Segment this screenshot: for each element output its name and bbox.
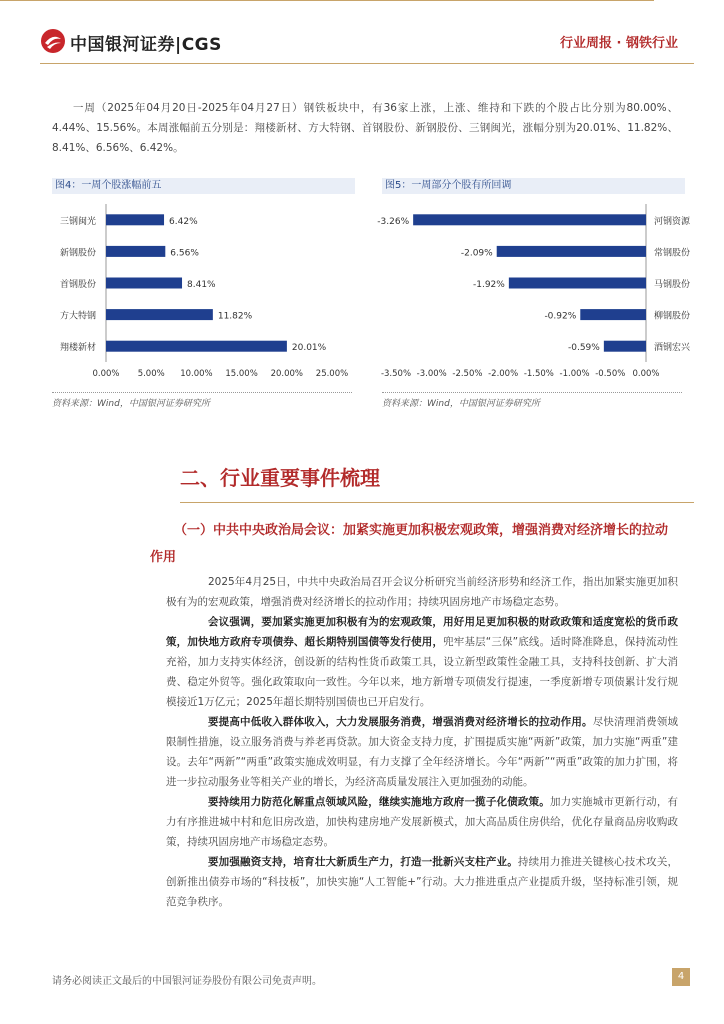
- data-label: -0.59%: [568, 343, 600, 354]
- category-label: 常钢股份: [654, 248, 691, 259]
- category-label: 酒钢宏兴: [654, 343, 691, 354]
- data-label: 6.56%: [170, 248, 199, 259]
- figure5-caption: 图5：一周部分个股有所回调: [382, 178, 685, 194]
- footer-divider: [0, 0, 654, 1]
- paragraph-4: [166, 792, 678, 852]
- data-label: -1.92%: [473, 280, 505, 290]
- category-label: 方大特钢: [59, 311, 96, 322]
- tick-label: -3.00%: [416, 369, 447, 379]
- bar-3: [106, 309, 213, 320]
- section-underline: [180, 502, 694, 503]
- tick-label: 15.00%: [225, 369, 258, 379]
- data-label: 20.01%: [291, 343, 327, 354]
- chart-pullbacks: [364, 196, 694, 392]
- paragraph-4-emphasis: 要持续用力防范化解重点领域风险，继续实施地方政府一揽子化债政策。: [208, 796, 550, 808]
- tick-label: 10.00%: [180, 369, 213, 379]
- header-divider: [40, 63, 694, 64]
- category-label: 柳钢股份: [654, 311, 691, 322]
- paragraph-5-emphasis: 要加强融资支持，培育壮大新质生产力，打造一批新兴支柱产业。: [208, 856, 518, 868]
- category-label: 河钢资源: [654, 216, 691, 227]
- footer-disclaimer: 请务必阅读正文最后的中国银河证券股份有限公司免责声明。: [52, 976, 322, 987]
- bar-2: [106, 278, 182, 289]
- category-label: 新钢股份: [59, 248, 96, 259]
- tick-label: -0.50%: [595, 369, 626, 379]
- paragraph-1: 2025年4月25日，中共中央政治局召开会议分析研究当前经济形势和经济工作，指出加紧实施更加积极有为的宏观政策，增强消费对经济增长的拉动作用；持续巩固房地产市场稳定态势。: [166, 576, 678, 608]
- tick-label: 0.00%: [92, 369, 120, 379]
- paragraph-3-emphasis: 要提高中低收入群体收入，大力发展服务消费，增强消费对经济增长的拉动作用。: [208, 716, 593, 728]
- data-label: -3.26%: [377, 216, 410, 227]
- logo-mark-icon: [40, 28, 66, 54]
- report-type: 行业周报 · 钢铁行业: [560, 36, 678, 51]
- figure4-divider: [52, 392, 352, 393]
- bar-4: [106, 341, 287, 352]
- chart-top-gainers: [52, 196, 352, 392]
- bar-1: [497, 246, 646, 257]
- figure4-source: 资料来源：Wind，中国银河证券研究所: [52, 399, 210, 409]
- section-title: 二、行业重要事件梳理: [180, 466, 380, 490]
- bar-1: [106, 246, 165, 257]
- paragraph-2-emphasis: 会议强调，要加紧实施更加积极有为的宏观政策，用好用足更加积极的财政政策和适度宽松的货币政策，加快地方政府专项债券、超长期特别国债等发行使用，: [166, 616, 678, 648]
- data-label: 11.82%: [217, 311, 253, 322]
- category-label: 三钢闽光: [59, 216, 96, 227]
- bar-3: [580, 309, 646, 320]
- data-label: 6.42%: [169, 216, 198, 227]
- data-label: -2.09%: [460, 248, 493, 259]
- paragraph-5: [166, 852, 678, 912]
- tick-label: 5.00%: [137, 369, 165, 379]
- category-label: 翔楼新材: [59, 343, 96, 354]
- bar-0: [106, 214, 164, 225]
- tick-label: -3.50%: [380, 369, 412, 379]
- tick-label: 0.00%: [632, 369, 660, 379]
- tick-label: -2.50%: [452, 369, 483, 379]
- paragraph-4-text: 加力实施城市更新行动，有力有序推进城中村和危旧房改造，加快构建房地产发展新模式，加大高品质住房供给，优化存量商品房收购政策，持续巩固房地产市场稳定态势。: [166, 796, 678, 848]
- category-label: 马钢股份: [654, 280, 691, 290]
- bar-2: [509, 278, 646, 289]
- bar-4: [604, 341, 646, 352]
- category-label: 首钢股份: [59, 280, 96, 290]
- paragraph-2-text: 兜牢基层“三保”底线。适时降准降息，保持流动性充裕，加力支持实体经济，创设新的结构性货币政策工具，设立新型政策性金融工具，支持科技创新、扩大消费、稳定外贸等。强化政策取向一致性。今年以来，地方新增专项债发行提速，一季度新增专项债累计发行规模接近1万亿元；2025年超长期特别国债也已开启发行。: [166, 636, 678, 708]
- paragraph-5-text: 持续用力推进关键核心技术攻关，创新推出债券市场的“科技板”，加快实施“人工智能+”行动。大力推进重点产业提质升级，坚持标准引领，规范竞争秩序。: [166, 856, 679, 908]
- body-text: [166, 572, 678, 912]
- paragraph-3-text: 尽快清理消费领域限制性措施，设立服务消费与养老再贷款。加大资金支持力度，扩围提质实施“两新”政策，加力实施“两重”建设。去年“两新”“两重”政策实施成效明显，有力支撑了全年经济增长。今年“两新”“两重”政策的加力扩围，将进一步拉动服务业等相关产业的增长，为经济高质量发展注入更加强劲的动能。: [166, 716, 679, 788]
- figure5-divider: [382, 392, 682, 393]
- paragraph-2: [166, 612, 678, 712]
- figure4-caption: 图4：一周个股涨幅前五: [52, 178, 355, 194]
- tick-label: -1.00%: [559, 369, 590, 379]
- logo-text: 中国银河证券|CGS: [70, 35, 222, 55]
- tick-label: -2.00%: [488, 369, 519, 379]
- page-number: 4: [672, 968, 690, 986]
- data-label: -0.92%: [544, 311, 577, 322]
- figure5-source: 资料来源：Wind，中国银河证券研究所: [382, 399, 540, 409]
- data-label: 8.41%: [187, 280, 216, 290]
- subsection-title: （一）中共中央政治局会议：加紧实施更加积极宏观政策，增强消费对经济增长的拉动作用: [150, 523, 669, 565]
- intro-paragraph: 一周（2025年04月20日-2025年04月27日）钢铁板块中，有36家上涨，上涨、维持和下跌的个股占比分别为80.00%、4.44%、15.56%。本周涨幅前五分别是：翔楼新材、方大特钢、首钢股份、新钢股份、三钢闽光，涨幅分别为20.01%、11.82%、8.41%、6.56%、6.42%。: [52, 102, 678, 154]
- paragraph-3: [166, 712, 678, 792]
- bar-0: [413, 214, 646, 225]
- cgs-logo: [40, 28, 66, 54]
- tick-label: 25.00%: [315, 369, 349, 379]
- tick-label: -1.50%: [523, 369, 554, 379]
- tick-label: 20.00%: [270, 369, 304, 379]
